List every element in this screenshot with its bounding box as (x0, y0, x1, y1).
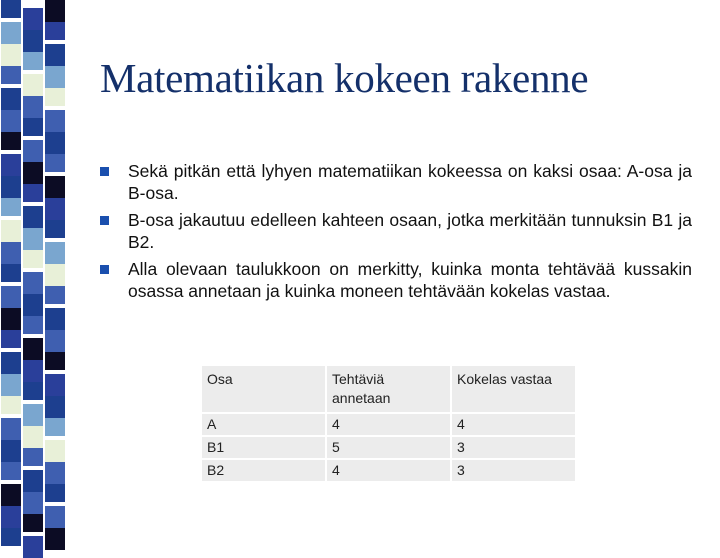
table-row (202, 414, 575, 435)
stripe-tile (1, 264, 21, 282)
stripe-tile (1, 154, 21, 176)
table-cell: 3 (452, 437, 575, 458)
stripe-tile (45, 88, 65, 106)
table-header-cell: Osa (202, 366, 325, 412)
stripe-tile (1, 396, 21, 414)
stripe-tile (23, 404, 43, 426)
table-cell: 4 (452, 414, 575, 435)
stripe-tile (45, 66, 65, 88)
stripe-tile (45, 242, 65, 264)
bullet-text: B-osa jakautuu edelleen kahteen osaan, jotka merkitään tunnuksin B1 ja B2. (128, 210, 692, 252)
stripe-tile (1, 44, 21, 66)
stripe-tile (1, 506, 21, 528)
stripe-tile (1, 220, 21, 242)
square-bullet-icon (100, 265, 109, 274)
stripe-tile (23, 360, 43, 382)
table-header-cell: Tehtäviä annetaan (327, 366, 450, 412)
stripe-tile (45, 264, 65, 286)
stripe-tile (45, 528, 65, 550)
stripe-tile (1, 462, 21, 480)
stripe-tile (1, 132, 21, 150)
stripe-tile (45, 286, 65, 304)
stripe-tile (23, 162, 43, 184)
stripe-tile (23, 382, 43, 400)
stripe-tile (45, 220, 65, 238)
stripe-tile (1, 0, 21, 18)
stripe-tile (23, 52, 43, 70)
stripe-tile (23, 338, 43, 360)
stripe-tile (45, 198, 65, 220)
stripe-tile (1, 308, 21, 330)
table-cell: 3 (452, 460, 575, 481)
stripe-tile (1, 528, 21, 546)
stripe-tile (23, 426, 43, 448)
stripe-tile (1, 198, 21, 216)
bullet-text: Alla olevaan taulukkoon on merkitty, kuinka monta tehtävää kussakin osassa annetaan ja kuinka moneen tehtävään kokelas vastaa. (128, 259, 692, 301)
table-cell: A (202, 414, 325, 435)
stripe-tile (45, 462, 65, 484)
table-header-cell: Kokelas vastaa (452, 366, 575, 412)
stripe-tile (45, 418, 65, 436)
bullet-item (100, 160, 692, 204)
stripe-tile (23, 118, 43, 136)
stripe-tile (45, 506, 65, 528)
stripe-tile (23, 206, 43, 228)
bullet-text: Sekä pitkän että lyhyen matematiikan kokeessa on kaksi osaa: A-osa ja B-osa. (128, 161, 692, 203)
table-row (202, 437, 575, 458)
table-cell: 4 (327, 414, 450, 435)
bullet-item (100, 258, 692, 302)
stripe-tile (45, 154, 65, 172)
stripe-tile (23, 448, 43, 466)
stripe-tile (1, 418, 21, 440)
stripe-tile (45, 308, 65, 330)
stripe-tile (23, 294, 43, 316)
stripe-tile (23, 514, 43, 532)
table-cell: B2 (202, 460, 325, 481)
stripe-tile (23, 470, 43, 492)
stripe-tile (45, 110, 65, 132)
stripe-tile (23, 536, 43, 558)
stripe-tile (1, 374, 21, 396)
stripe-tile (1, 242, 21, 264)
stripe-tile (23, 250, 43, 268)
stripe-tile (23, 272, 43, 294)
stripe-tile (1, 484, 21, 506)
bullet-item (100, 209, 692, 253)
stripe-tile (45, 396, 65, 418)
stripe-tile (45, 374, 65, 396)
table-header-row (202, 366, 575, 412)
table-row (202, 460, 575, 481)
stripe-tile (1, 352, 21, 374)
stripe-tile (1, 176, 21, 198)
bullet-list (100, 160, 692, 307)
square-bullet-icon (100, 167, 109, 176)
table-cell: B1 (202, 437, 325, 458)
stripe-tile (1, 286, 21, 308)
stripe-tile (23, 96, 43, 118)
decorative-stripe (0, 0, 66, 540)
stripe-tile (1, 330, 21, 348)
stripe-tile (23, 184, 43, 202)
square-bullet-icon (100, 216, 109, 225)
stripe-tile (45, 176, 65, 198)
stripe-tile (45, 44, 65, 66)
stripe-tile (45, 440, 65, 462)
table-cell: 5 (327, 437, 450, 458)
stripe-tile (1, 22, 21, 44)
stripe-tile (1, 440, 21, 462)
stripe-tile (45, 132, 65, 154)
exam-structure-table (200, 364, 577, 483)
stripe-tile (1, 110, 21, 132)
stripe-tile (23, 228, 43, 250)
stripe-tile (45, 22, 65, 40)
stripe-tile (23, 8, 43, 30)
stripe-tile (23, 316, 43, 334)
stripe-tile (23, 140, 43, 162)
stripe-tile (23, 30, 43, 52)
table-cell: 4 (327, 460, 450, 481)
stripe-tile (45, 330, 65, 352)
stripe-tile (45, 484, 65, 502)
stripe-tile (45, 352, 65, 370)
stripe-tile (1, 66, 21, 84)
slide-title: Matematiikan kokeen rakenne (100, 55, 589, 101)
stripe-tile (23, 74, 43, 96)
stripe-tile (23, 492, 43, 514)
stripe-tile (45, 0, 65, 22)
stripe-tile (1, 88, 21, 110)
